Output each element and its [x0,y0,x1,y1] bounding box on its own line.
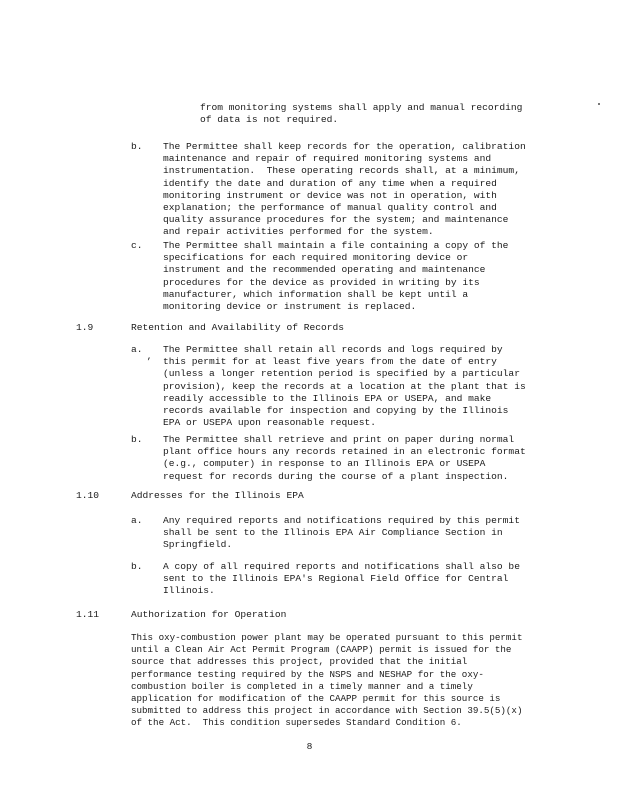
text-line: performance testing required by the NSPS and NESHAP for the oxy- [131,668,484,680]
page-number: 8 [306,741,313,752]
item-letter: b. [131,434,143,445]
intro-paragraph [200,102,522,126]
text-line: manufacturer, which information shall be kept until a [163,288,469,300]
text-line: The Permittee shall maintain a file containing a copy of the [163,240,509,251]
text-line: EPA or USEPA upon reasonable request. [163,417,377,429]
item-letter: b. [131,561,143,572]
text-line: (e.g., computer) in response to an Illinois EPA or USEPA [163,458,486,470]
text-line: explanation; the performance of manual quality control and [163,202,497,214]
text-line: The Permittee shall keep records for the operation, calibration [163,141,526,152]
text-line: procedures for the device as provided in writing by its [163,276,480,288]
text-line: submitted to address this project in accordance with Section 39.5(5)(x) [131,705,523,717]
section-title: Authorization for Operation [131,609,287,620]
text-line: maintenance and repair of required monitoring systems and [163,153,492,165]
text-line: request for records during the course of a plant inspection. [163,470,509,482]
section-number: 1.10 [76,490,100,501]
text-line: from monitoring systems shall apply and manual recording [200,102,523,113]
item-letter: c. [131,240,143,251]
section-number: 1.9 [76,322,94,333]
item-1-10-a-paragraph [163,515,520,552]
item-b-paragraph [163,141,526,239]
text-line: Springfield. [163,539,233,551]
section-number: 1.11 [76,609,100,620]
text-line: quality assurance procedures for the system; and maintenance [163,214,509,226]
text-line: A copy of all required reports and notifications shall also be [163,561,520,572]
text-line: of data is not required. [200,114,339,126]
section-1-11-paragraph [131,632,522,730]
text-line: monitoring device or instrument is replaced. [163,301,417,313]
item-c-paragraph [163,240,508,313]
item-1-9-b-paragraph [163,434,526,483]
text-line: (unless a longer retention period is specified by a particular [163,368,520,380]
text-line: combustion boiler is completed in a timely manner and a timely [131,680,473,692]
text-line: plant office hours any records retained in an electronic format [163,446,526,458]
text-line: identify the date and duration of any time when a required [163,177,497,189]
text-line: this permit for at least five years from the date of entry [163,356,497,368]
text-line: specifications for each required monitoring device or [163,252,469,264]
margin-mark: ’ [146,356,152,367]
text-line: until a Clean Air Act Permit Program (CAAPP) permit is issued for the [131,644,512,656]
section-title: Retention and Availability of Records [131,322,345,333]
text-line: Any required reports and notifications required by this permit [163,515,520,526]
text-line: shall be sent to the Illinois EPA Air Compliance Section in [163,527,503,539]
item-letter: a. [131,515,143,526]
text-line: and repair activities performed for the system. [163,226,434,238]
text-line: monitoring instrument or device was not in operation, with [163,189,497,201]
item-1-10-b-paragraph [163,561,520,598]
text-line: readily accessible to the Illinois EPA or USEPA, and make [163,392,492,404]
item-letter: b. [131,141,143,152]
text-line: The Permittee shall retrieve and print on paper during normal [163,434,515,445]
text-line: The Permittee shall retain all records and logs required by [163,344,503,355]
item-1-9-a-paragraph [163,344,526,429]
text-line: instrument and the recommended operating and maintenance [163,264,486,276]
text-line: records available for inspection and copying by the Illinois [163,405,509,417]
text-line: This oxy-combustion power plant may be operated pursuant to this permit [131,632,523,643]
text-line: of the Act. This condition supersedes Standard Condition 6. [131,717,462,729]
section-title: Addresses for the Illinois EPA [131,490,304,501]
text-line: application for modification of the CAAPP permit for this source is [131,693,501,705]
text-line: provision), keep the records at a location at the plant that is [163,380,526,392]
stray-mark [598,103,600,105]
text-line: instrumentation. These operating records shall, at a minimum, [163,165,520,177]
text-line: Illinois. [163,585,215,597]
text-line: source that addresses this project, provided that the initial [131,656,468,668]
item-letter: a. [131,344,143,355]
text-line: sent to the Illinois EPA's Regional Field Office for Central [163,573,509,585]
